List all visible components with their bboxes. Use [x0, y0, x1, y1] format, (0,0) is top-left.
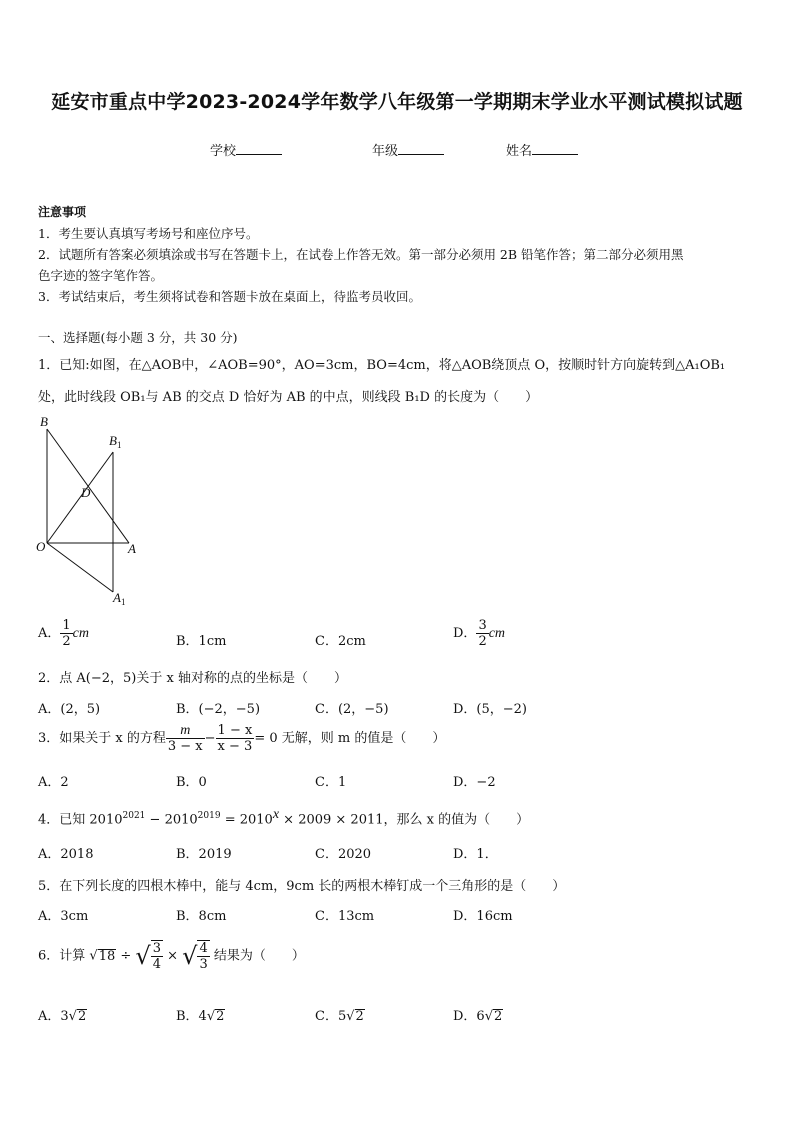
sqrt-sign: √: [484, 1009, 493, 1024]
section-heading: 一、选择题(每小题 3 分，共 30 分): [38, 330, 238, 345]
fraction: $\frac{3}{2}$: [478, 618, 487, 649]
q6-option-a[interactable]: A．3√2: [38, 1009, 87, 1024]
q1-option-c[interactable]: C．2cm: [315, 634, 366, 649]
label-o: O: [36, 539, 46, 554]
q3-text: 3．如果关于 x 的方程 $\frac{m}{3 - x}$ − $\frac{1 - x}{x - 3}$ = 0 无解，则 m 的值是（ ）: [38, 723, 446, 754]
q2-option-d[interactable]: D．(5，−2): [453, 702, 528, 717]
label-a1: $A_1$: [113, 590, 126, 607]
grade-field[interactable]: [372, 140, 444, 159]
label-b1: $B_1$: [109, 433, 122, 450]
notice-heading: 注意事项: [38, 205, 87, 219]
notice-item-1: 1．考生要认真填写考场号和座位序号。: [38, 226, 259, 241]
sqrt-sign: √: [135, 942, 151, 970]
q3-option-a[interactable]: A．2: [38, 775, 69, 790]
q5-option-a[interactable]: A．3cm: [38, 909, 89, 924]
q5-option-c[interactable]: C．13cm: [315, 909, 375, 924]
q6-option-c[interactable]: C．5√2: [315, 1009, 364, 1024]
label-b: B: [40, 414, 48, 429]
school-field[interactable]: [210, 140, 282, 159]
q2-option-a[interactable]: A．(2，5): [38, 702, 101, 717]
notice-item-3: 3．考试结束后，考生须将试卷和答题卡放在桌面上，待监考员收回。: [38, 289, 421, 304]
q1-option-b[interactable]: B．1cm: [176, 634, 227, 649]
sqrt-sign: √: [182, 942, 198, 970]
q1-figure: [30, 412, 150, 612]
q4-option-a[interactable]: A．2018: [38, 847, 94, 862]
sqrt-sign: √: [206, 1009, 216, 1024]
q4-option-d[interactable]: D．1．: [453, 847, 498, 862]
fraction-m-over-3-minus-x: $\frac{m}{3 - x}$: [167, 723, 203, 754]
page-title: 延安市重点中学2023-2024学年数学八年级第一学期期末学业水平测试模拟试题: [51, 91, 743, 113]
q3-option-b[interactable]: B．0: [176, 775, 207, 790]
q6-text: 6．计算 √18 ÷ √ $\frac{3}{4}$ × √ $\frac{4}{3}$ 结果为（ ）: [38, 941, 305, 972]
q5-option-d[interactable]: D．16cm: [453, 909, 513, 924]
q1-option-a[interactable]: A． $\frac{1}{2}$ cm: [38, 618, 89, 649]
q1-text-line-1: 1．已知:如图，在△AOB中，∠AOB=90°，AO=3cm，BO=4cm，将△AOB绕顶点 O，按顺时针方向旋转到△A₁OB₁: [38, 358, 726, 373]
fraction-4-over-3: $\frac{4}{3}$: [199, 941, 208, 972]
q4-text: 4．已知 $2010^{2021} - 2010^{2019} = 2010^x \times 2009 \times 2011$，那么 x 的值为（ ）: [38, 807, 530, 828]
q5-option-b[interactable]: B．8cm: [176, 909, 227, 924]
q1-option-d[interactable]: D． $\frac{3}{2}$ cm: [453, 618, 506, 649]
q2-option-b[interactable]: B．(−2，−5): [176, 702, 261, 717]
q6-option-d[interactable]: D．6√2: [453, 1009, 503, 1024]
q2-text: 2．点 A(−2，5)关于 x 轴对称的点的坐标是（ ）: [38, 671, 347, 686]
notice-item-2-cont: 色字迹的签字笔作答。: [38, 268, 164, 283]
q5-text: 5．在下列长度的四根木棒中，能与 4cm，9cm 长的两根木棒钉成一个三角形的是（ ）: [38, 879, 566, 894]
school-blank[interactable]: [236, 142, 282, 155]
sqrt-sign: √: [68, 1009, 77, 1024]
q1-text-line-2: 处，此时线段 OB₁与 AB 的交点 D 恰好为 AB 的中点，则线段 B₁D 的长度为（ ）: [38, 390, 539, 405]
school-label: 学校: [210, 144, 237, 159]
q3-option-d[interactable]: D．−2: [453, 775, 496, 790]
label-a: A: [128, 541, 136, 556]
notice-item-2: 2．试题所有答案必须填涂或书写在答题卡上，在试卷上作答无效。第一部分必须用 2B 铅笔作答；第二部分必须用黑: [38, 247, 684, 262]
fraction: $\frac{1}{2}$: [62, 618, 71, 649]
grade-label: 年级: [372, 144, 399, 159]
label-d: D: [81, 485, 91, 500]
name-label: 姓名: [506, 144, 533, 159]
segment-ob1: [47, 452, 113, 543]
fraction-3-over-4: $\frac{3}{4}$: [152, 941, 161, 972]
q3-option-c[interactable]: C．1: [315, 775, 347, 790]
name-blank[interactable]: [532, 142, 578, 155]
sqrt-sign: √: [346, 1009, 355, 1024]
q2-option-c[interactable]: C．(2，−5): [315, 702, 389, 717]
q4-option-b[interactable]: B．2019: [176, 847, 232, 862]
q4-option-c[interactable]: C．2020: [315, 847, 372, 862]
fraction-1-minus-x-over-x-minus-3: $\frac{1 - x}{x - 3}$: [217, 723, 253, 754]
grade-blank[interactable]: [398, 142, 444, 155]
sqrt-sign: √: [89, 948, 98, 964]
q6-option-b[interactable]: B．4√2: [176, 1009, 225, 1024]
segment-oa1: [47, 543, 113, 592]
name-field[interactable]: [506, 140, 578, 159]
